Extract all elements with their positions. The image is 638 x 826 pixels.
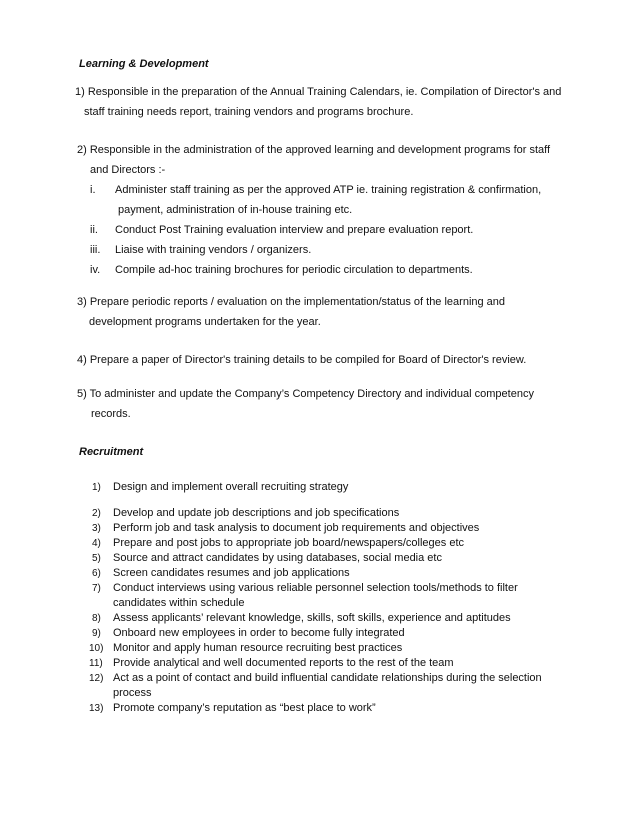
sub-list-text: Liaise with training vendors / organizers. [115, 244, 312, 256]
paragraph-line: 3) Prepare periodic reports / evaluation on the implementation/status of the learning and [77, 296, 506, 308]
recruitment-item-text: Conduct interviews using various reliable personnel selection tools/methods to filter [113, 582, 518, 594]
sub-list-number: iv. [90, 264, 101, 276]
recruitment-item [92, 626, 542, 641]
recruitment-item-number: 7) [92, 583, 101, 594]
sub-list-item [90, 220, 541, 240]
recruitment-item-text: Provide analytical and well documented reports to the rest of the team [113, 657, 454, 669]
recruitment-item [89, 641, 542, 656]
sub-list-number: iii. [90, 244, 101, 256]
recruitment-item-number: 13) [89, 703, 104, 714]
sub-list-continuation: payment, administration of in-house training etc. [118, 204, 353, 216]
learning-sub-list [90, 180, 541, 280]
learning-paragraph-3 [77, 292, 505, 332]
recruitment-item-text: Act as a point of contact and build influential candidate relationships during the selection [113, 672, 542, 684]
recruitment-item-text: Onboard new employees in order to become fully integrated [113, 627, 405, 639]
recruitment-item-text: Monitor and apply human resource recruiting best practices [113, 642, 403, 654]
paragraph-line: development programs undertaken for the year. [89, 316, 321, 328]
sub-list-text: Conduct Post Training evaluation interview and prepare evaluation report. [115, 224, 474, 236]
sub-list-text: Administer staff training as per the approved ATP ie. training registration & confirmation, [115, 184, 542, 196]
paragraph-line: 2) Responsible in the administration of the approved learning and development programs for staff [77, 144, 551, 156]
recruitment-item-number: 4) [92, 538, 101, 549]
sub-list-number: i. [90, 184, 96, 196]
recruitment-item [89, 701, 542, 716]
recruitment-list [92, 480, 348, 495]
recruitment-item-text: Screen candidates resumes and job applications [113, 567, 350, 579]
recruitment-item-number: 9) [92, 628, 101, 639]
recruitment-item-number: 3) [92, 523, 101, 534]
recruitment-item-text: Source and attract candidates by using databases, social media etc [113, 552, 442, 564]
recruitment-item [92, 581, 542, 611]
recruitment-item [92, 480, 348, 495]
recruitment-item-number: 5) [92, 553, 101, 564]
learning-paragraph-1 [75, 82, 561, 122]
recruitment-item-number: 8) [92, 613, 101, 624]
sub-list-text: Compile ad-hoc training brochures for periodic circulation to departments. [115, 264, 473, 276]
learning-paragraph-2 [77, 140, 550, 180]
paragraph-line: and Directors :- [90, 164, 166, 176]
recruitment-item-continuation: candidates within schedule [113, 597, 245, 609]
recruitment-heading: Recruitment [79, 446, 144, 458]
recruitment-item-number: 6) [92, 568, 101, 579]
sub-list-item [90, 240, 541, 260]
recruitment-item-number: 2) [92, 508, 101, 519]
paragraph-line: 1) Responsible in the preparation of the Annual Training Calendars, ie. Compilation of Director's and [75, 86, 562, 98]
learning-heading: Learning & Development [79, 58, 209, 70]
recruitment-item-text: Perform job and task analysis to document job requirements and objectives [113, 522, 480, 534]
recruitment-item-number: 1) [92, 482, 101, 493]
recruitment-item [92, 551, 542, 566]
recruitment-item [92, 521, 542, 536]
recruitment-item [92, 536, 542, 551]
sub-list-item [90, 260, 541, 280]
recruitment-item [92, 611, 542, 626]
recruitment-item-text: Prepare and post jobs to appropriate job board/newspapers/colleges etc [113, 537, 465, 549]
recruitment-item-number: 11) [89, 658, 103, 669]
sub-list-item [90, 180, 541, 220]
recruitment-item [89, 656, 542, 671]
learning-paragraph-4 [77, 350, 526, 370]
learning-paragraph-5 [77, 384, 534, 424]
recruitment-item [89, 671, 542, 701]
paragraph-line: 5) To administer and update the Company’s Competency Directory and individual competency [77, 388, 534, 400]
recruitment-item-continuation: process [113, 687, 152, 699]
paragraph-line: records. [91, 408, 131, 420]
recruitment-item-text: Develop and update job descriptions and job specifications [113, 507, 400, 519]
recruitment-item-text: Assess applicants’ relevant knowledge, skills, soft skills, experience and aptitudes [113, 612, 511, 624]
recruitment-item-text: Design and implement overall recruiting strategy [113, 481, 349, 493]
recruitment-item [92, 566, 542, 581]
paragraph-line: staff training needs report, training vendors and programs brochure. [84, 106, 414, 118]
sub-list-number: ii. [90, 224, 98, 236]
recruitment-item-text: Promote company’s reputation as “best place to work” [113, 702, 376, 714]
recruitment-item [92, 506, 542, 521]
recruitment-list-continued [89, 506, 542, 716]
recruitment-item-number: 12) [89, 673, 104, 684]
recruitment-item-number: 10) [89, 643, 104, 654]
paragraph-line: 4) Prepare a paper of Director's training details to be compiled for Board of Director's review. [77, 354, 527, 366]
